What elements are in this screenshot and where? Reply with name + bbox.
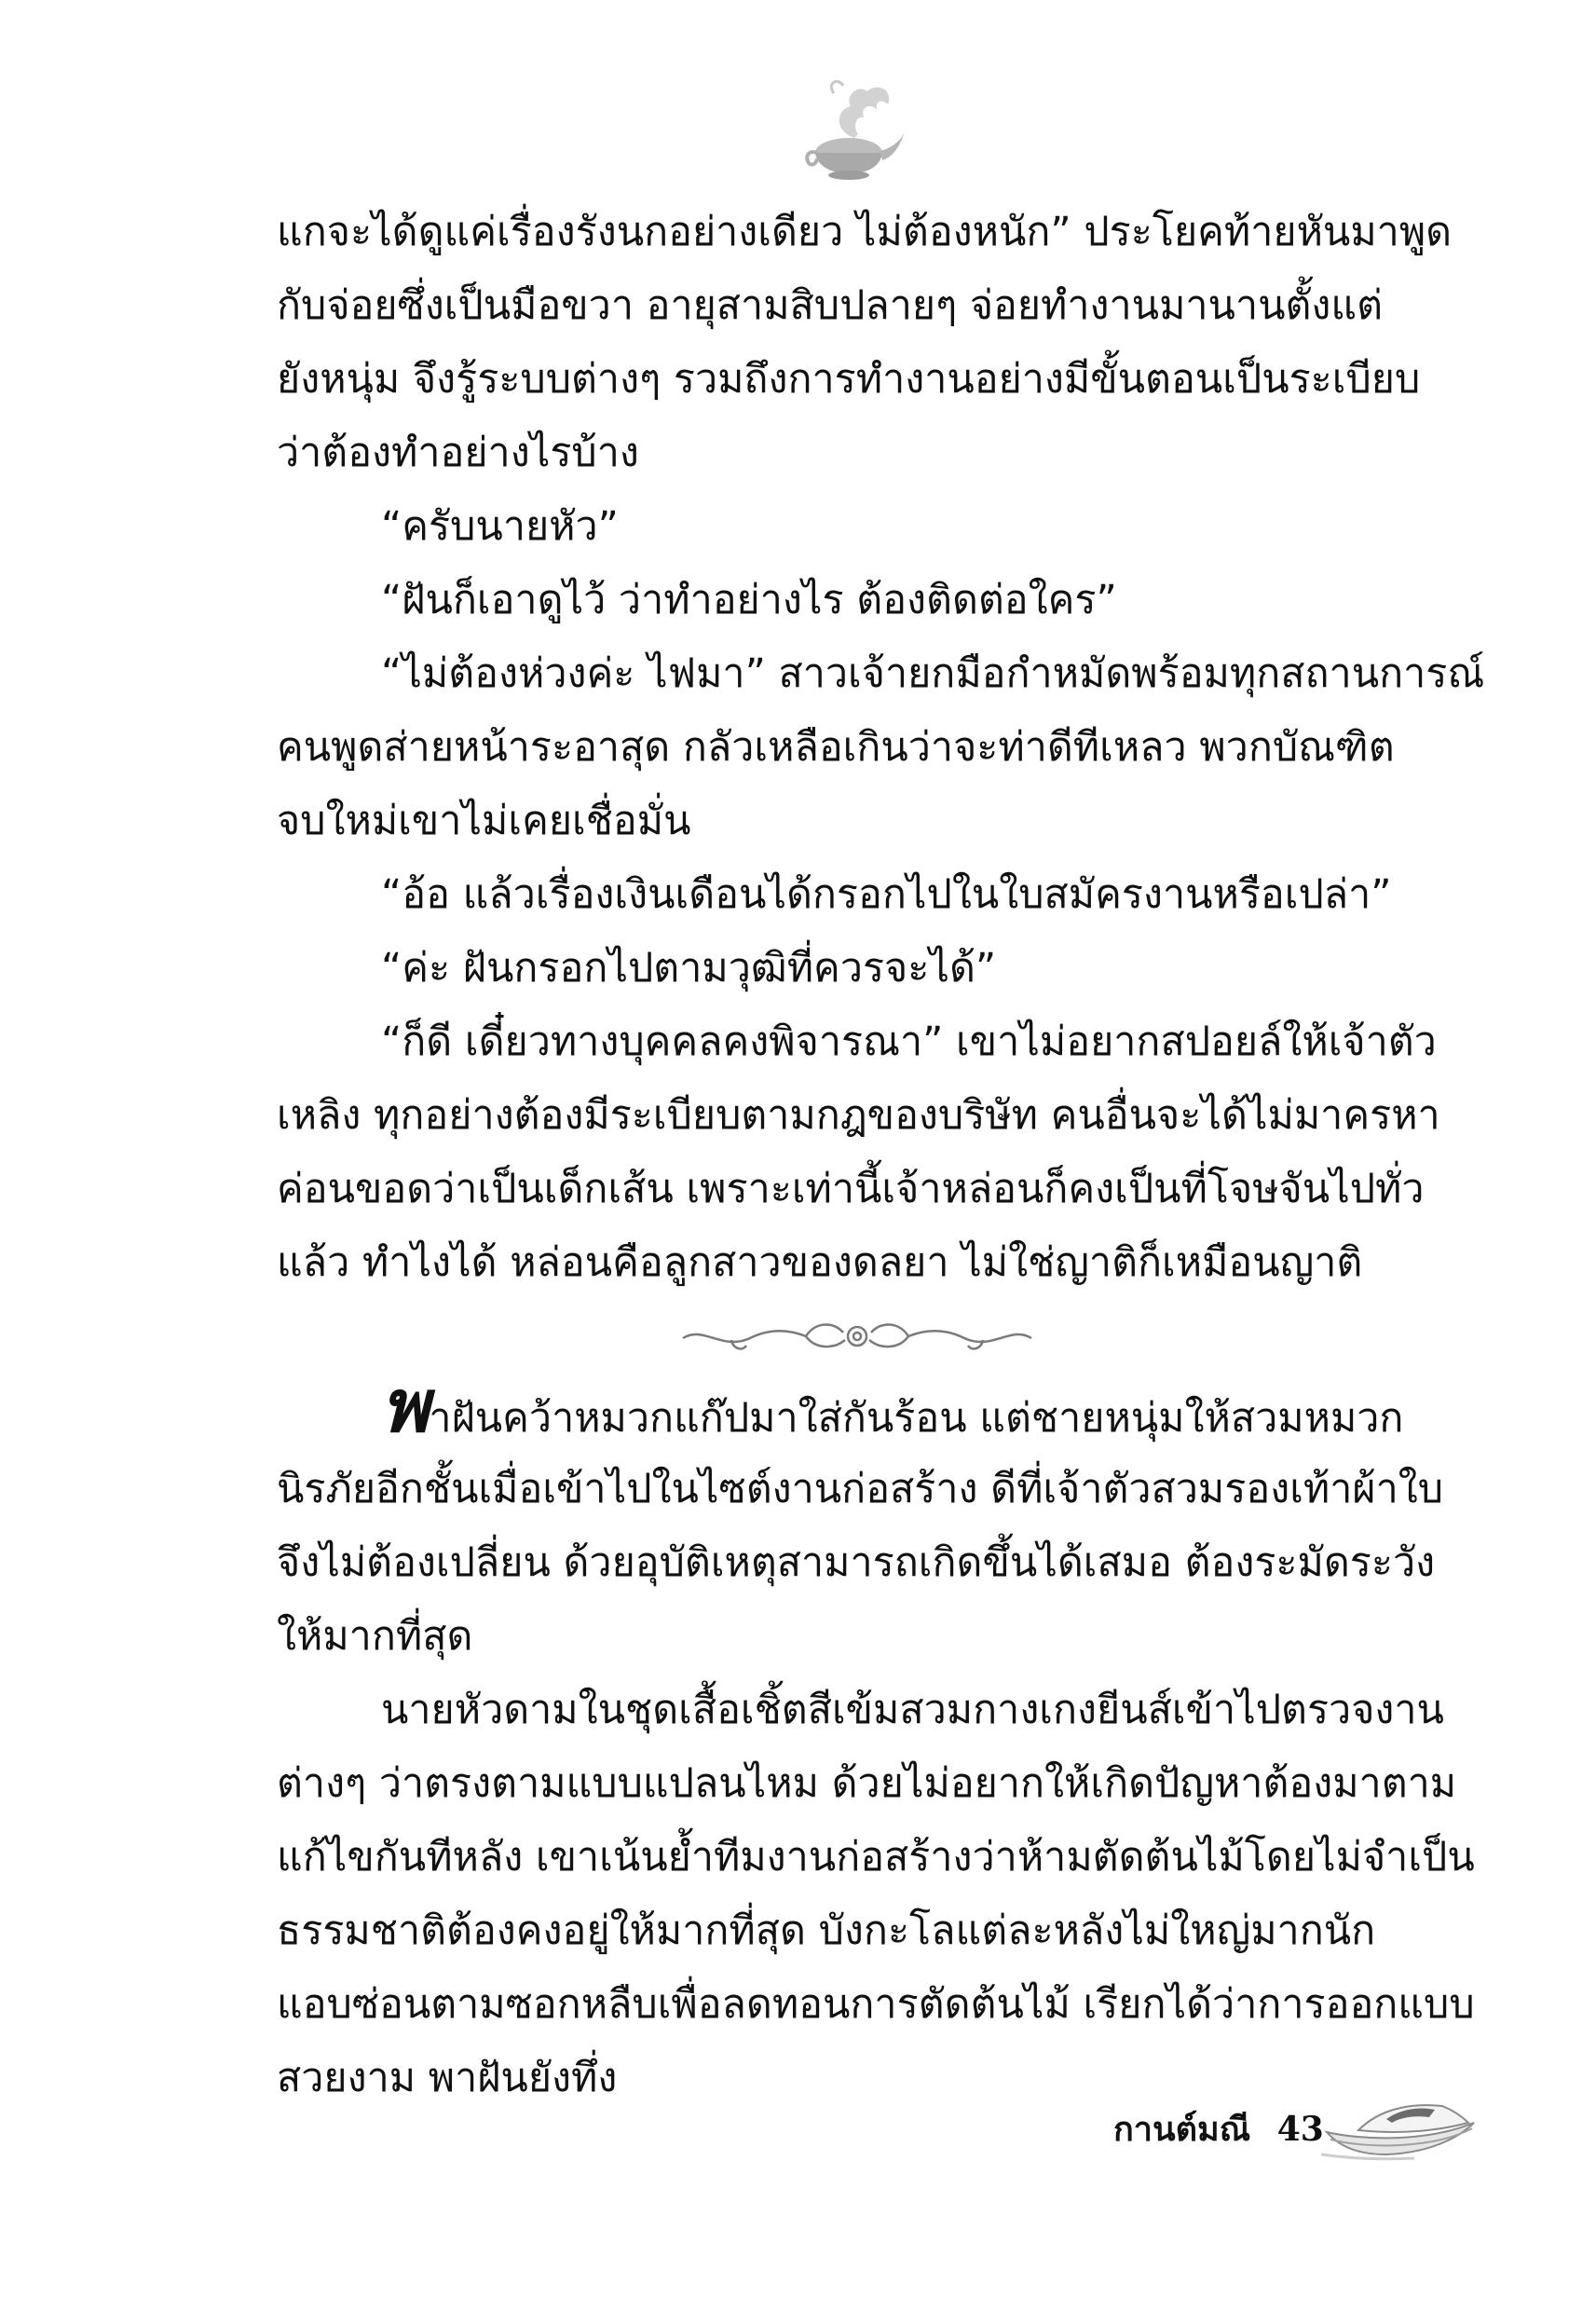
text-line: แล้ว ทำไงได้ หล่อนคือลูกสาวของดลยา ไม่ใช่ญาติก็เหมือนญาติ bbox=[277, 1239, 1363, 1286]
text-line: ให้มากที่สุด bbox=[277, 1613, 473, 1660]
text-line: “ก็ดี เดี๋ยวทางบุคคลคงพิจารณา” เขาไม่อยากสปอยล์ให้เจ้าตัว bbox=[381, 1019, 1437, 1065]
text-line: “ฝันก็เอาดูไว้ ว่าทำอย่างไร ต้องติดต่อใคร” bbox=[381, 577, 1117, 623]
paragraph-section-1 bbox=[277, 196, 1485, 1300]
text-line: แอบซ่อนตามซอกหลืบเพื่อลดทอนการตัดต้นไม้ เรียกได้ว่าการออกแบบ bbox=[277, 1981, 1475, 2028]
book-title: กานต์มณี bbox=[1113, 2110, 1251, 2149]
text-line: “ครับนายหัว” bbox=[381, 503, 619, 550]
genie-lamp-icon bbox=[797, 73, 908, 185]
text-line: คนพูดส่ายหน้าระอาสุด กลัวเหลือเกินว่าจะท่าดีทีเหลว พวกบัณฑิต bbox=[277, 724, 1395, 771]
text-line: สวยงาม พาฝันยังทึ่ง bbox=[277, 2055, 618, 2101]
text-line: “ค่ะ ฝันกรอกไปตามวุฒิที่ควรจะได้” bbox=[381, 945, 997, 991]
text-line: เหลิง ทุกอย่างต้องมีระเบียบตามกฎของบริษัท คนอื่นจะได้ไม่มาครหา bbox=[277, 1092, 1440, 1139]
text-line: นายหัวดามในชุดเสื้อเชิ้ตสีเข้มสวมกางเกงยีนส์เข้าไปตรวจงาน bbox=[381, 1687, 1444, 1733]
text-line bbox=[277, 1364, 1432, 1453]
paragraph-section-2 bbox=[277, 1364, 1475, 2115]
page-number: 43 bbox=[1276, 2110, 1324, 2149]
ornamental-flourish-icon bbox=[675, 1310, 1039, 1359]
text-line: แกจะได้ดูแค่เรื่องรังนกอย่างเดียว ไม่ต้องหนัก” ประโยคท้ายหันมาพูด bbox=[277, 209, 1453, 255]
text-line: “อ้อ แล้วเรื่องเงินเดือนได้กรอกไปในใบสมัครงานหรือเปล่า” bbox=[381, 871, 1392, 918]
text-line: ค่อนขอดว่าเป็นเด็กเส้น เพราะเท่านี้เจ้าหล่อนก็คงเป็นที่โจษจันไปทั่ว bbox=[277, 1166, 1425, 1212]
text-line: ว่าต้องทำอย่างไรบ้าง bbox=[277, 430, 639, 476]
text-line-rest: าฝันคว้าหมวกแก๊ปมาใส่กันร้อน แต่ชายหนุ่มให้สวมหมวก bbox=[429, 1395, 1404, 1442]
text-line: จึงไม่ต้องเปลี่ยน ด้วยอุบัติเหตุสามารถเกิดขึ้นได้เสมอ ต้องระมัดระวัง bbox=[277, 1539, 1436, 1586]
drop-cap: พ bbox=[381, 1364, 430, 1449]
text-line: ธรรมชาติต้องคงอยู่ให้มากที่สุด บังกะโลแต่ละหลังไม่ใหญ่มากนัก bbox=[277, 1908, 1376, 1954]
text-line: กับจ่อยซึ่งเป็นมือขวา อายุสามสิบปลายๆ จ่อยทำงานมานานตั้งแต่ bbox=[277, 282, 1384, 329]
text-line: ต่างๆ ว่าตรงตามแบบแปลนไหม ด้วยไม่อยากให้เกิดปัญหาต้องมาตาม bbox=[277, 1760, 1457, 1807]
text-line: ยังหนุ่ม จึงรู้ระบบต่างๆ รวมถึงการทำงานอย่างมีขั้นตอนเป็นระเบียบ bbox=[277, 356, 1421, 403]
page-footer bbox=[1113, 2106, 1324, 2153]
speedboat-icon bbox=[1321, 2074, 1480, 2167]
text-line: จบใหม่เขาไม่เคยเชื่อมั่น bbox=[277, 798, 691, 844]
text-line: นิรภัยอีกชั้นเมื่อเข้าไปในไซต์งานก่อสร้าง ดีที่เจ้าตัวสวมรองเท้าผ้าใบ bbox=[277, 1466, 1444, 1512]
text-line: แก้ไขกันทีหลัง เขาเน้นย้ำทีมงานก่อสร้างว่าห้ามตัดต้นไม้โดยไม่จำเป็น bbox=[277, 1834, 1475, 1880]
text-line: “ไม่ต้องห่วงค่ะ ไฟมา” สาวเจ้ายกมือกำหมัดพร้อมทุกสถานการณ์ bbox=[381, 650, 1485, 697]
